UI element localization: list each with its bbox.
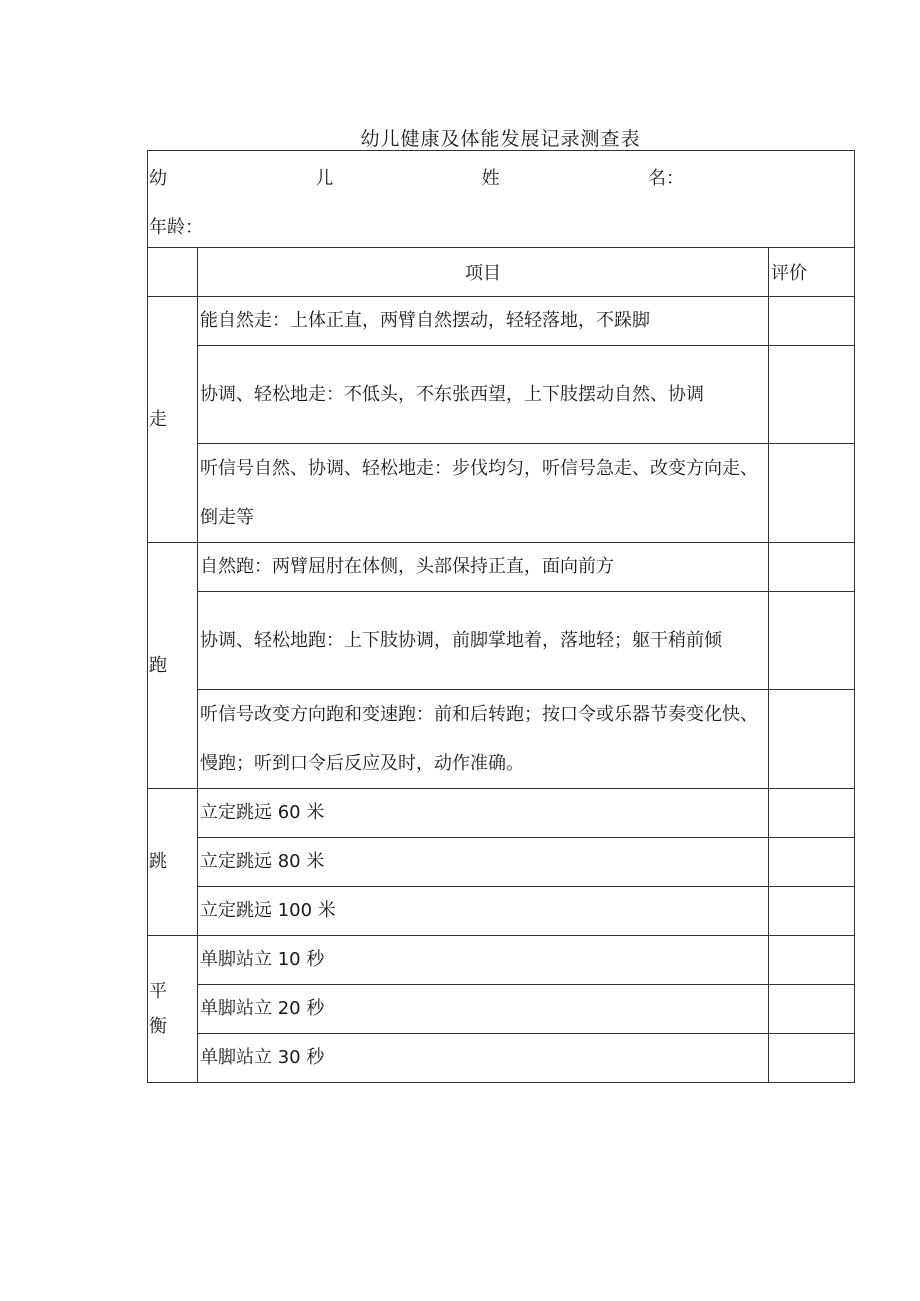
assessment-table xyxy=(147,150,855,1083)
column-header-row xyxy=(148,248,855,297)
table-row xyxy=(148,297,855,346)
table-row xyxy=(148,690,855,789)
name-label-char: 儿 xyxy=(315,168,334,189)
item-text: 协调、轻松地跑：上下肢协调，前脚掌地着，落地轻；躯干稍前倾 xyxy=(198,592,769,690)
table-row xyxy=(148,1034,855,1083)
evaluation-cell[interactable] xyxy=(769,444,855,543)
table-row xyxy=(148,543,855,592)
category-balance-char: 平 xyxy=(149,981,167,1002)
table-row xyxy=(148,592,855,690)
table-row xyxy=(148,985,855,1034)
category-jump: 跳 xyxy=(148,789,198,936)
evaluation-cell[interactable] xyxy=(769,985,855,1034)
name-label-char: 姓 xyxy=(481,168,500,189)
table-row xyxy=(148,838,855,887)
item-text: 立定跳远 80 米 xyxy=(198,838,769,887)
item-text: 单脚站立 20 秒 xyxy=(198,985,769,1034)
evaluation-cell[interactable] xyxy=(769,936,855,985)
name-label-char: 名： xyxy=(647,168,684,189)
age-field-label: 年龄： xyxy=(149,217,203,238)
evaluation-column-header: 评价 xyxy=(769,248,855,297)
category-run: 跑 xyxy=(148,543,198,789)
form-title: 幼儿健康及体能发展记录测查表 xyxy=(360,128,641,150)
table-row xyxy=(148,936,855,985)
category-walk: 走 xyxy=(148,297,198,543)
item-text: 听信号自然、协调、轻松地走：步伐均匀，听信号急走、改变方向走、倒走等 xyxy=(198,444,769,543)
evaluation-cell[interactable] xyxy=(769,789,855,838)
table-row xyxy=(148,789,855,838)
evaluation-cell[interactable] xyxy=(769,297,855,346)
name-label-char: 幼 xyxy=(149,168,167,189)
info-row xyxy=(148,151,855,248)
name-field-label xyxy=(149,164,684,190)
item-text: 听信号改变方向跑和变速跑：前和后转跑；按口令或乐器节奏变化快、慢跑；听到口令后反应及时，动作准确。 xyxy=(198,690,769,789)
item-text: 立定跳远 60 米 xyxy=(198,789,769,838)
header-blank-cell xyxy=(148,248,198,297)
category-balance xyxy=(148,936,198,1083)
evaluation-cell[interactable] xyxy=(769,887,855,936)
evaluation-cell[interactable] xyxy=(769,838,855,887)
table-row xyxy=(148,346,855,444)
table-row xyxy=(148,444,855,543)
item-column-header: 项目 xyxy=(198,248,769,297)
table-row xyxy=(148,887,855,936)
item-text: 单脚站立 10 秒 xyxy=(198,936,769,985)
evaluation-cell[interactable] xyxy=(769,346,855,444)
item-text: 单脚站立 30 秒 xyxy=(198,1034,769,1083)
item-text: 立定跳远 100 米 xyxy=(198,887,769,936)
item-text: 协调、轻松地走：不低头，不东张西望，上下肢摆动自然、协调 xyxy=(198,346,769,444)
item-text: 自然跑：两臂屈肘在体侧，头部保持正直，面向前方 xyxy=(198,543,769,592)
evaluation-cell[interactable] xyxy=(769,543,855,592)
evaluation-cell[interactable] xyxy=(769,592,855,690)
item-text: 能自然走：上体正直，两臂自然摆动，轻轻落地，不跺脚 xyxy=(198,297,769,346)
evaluation-cell[interactable] xyxy=(769,690,855,789)
category-balance-char: 衡 xyxy=(149,1016,167,1037)
child-info-cell xyxy=(148,151,855,248)
evaluation-cell[interactable] xyxy=(769,1034,855,1083)
